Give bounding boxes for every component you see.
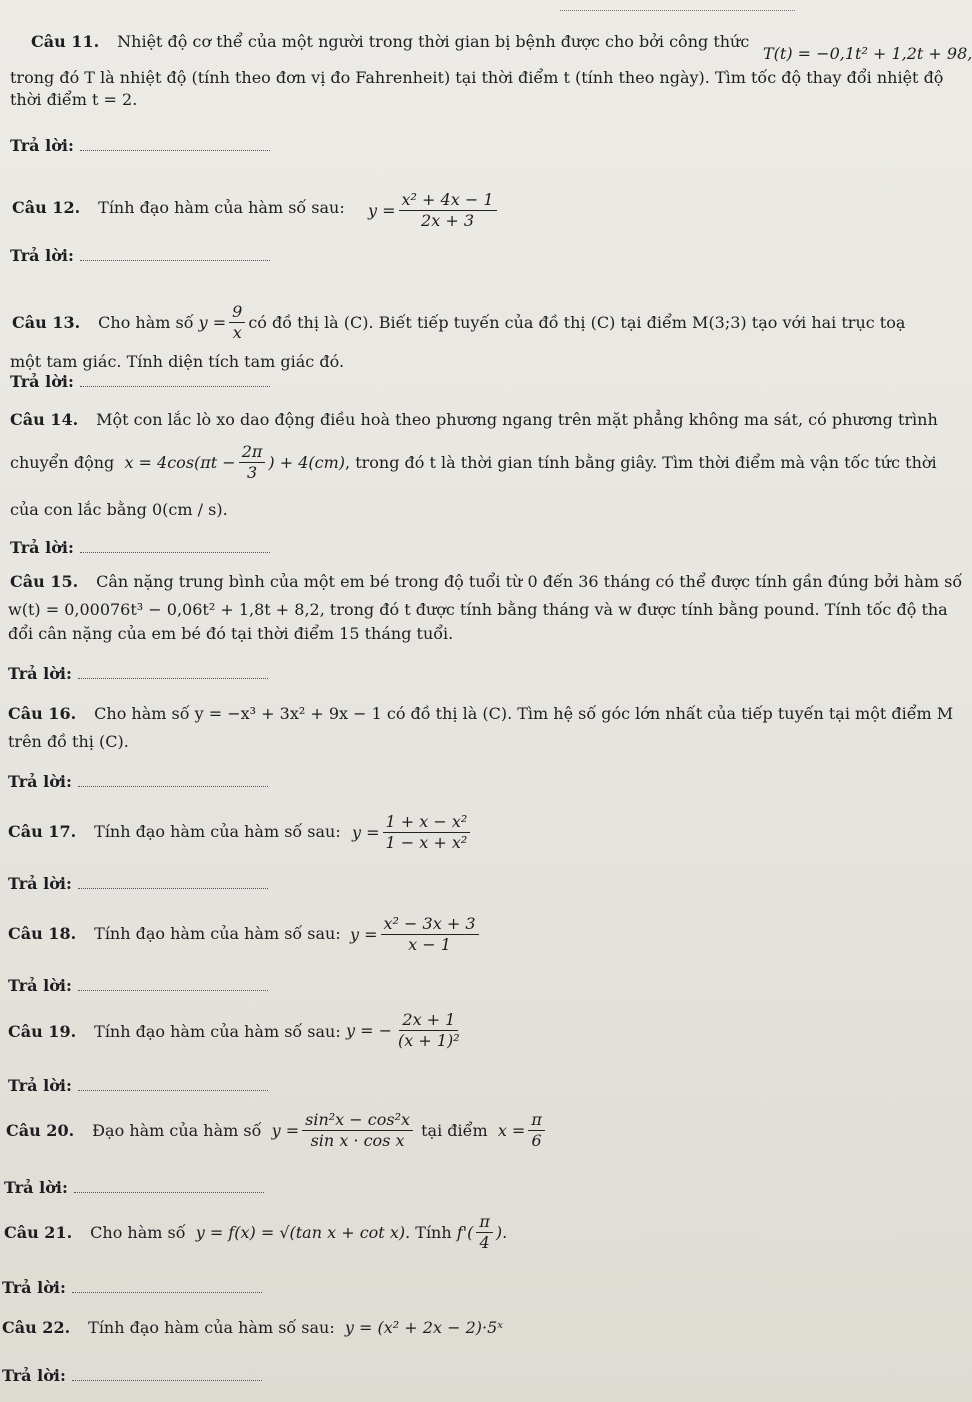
answer-label: Trả lời: (10, 538, 74, 557)
question-number: Câu 16. (8, 704, 77, 723)
question-text: trong đó T là nhiệt độ (tính theo đơn vị đo Fahrenheit) tại thời điểm t (tính theo ngày). Tìm tốc độ thay đổi nhiệt độ (10, 68, 944, 87)
answer-label: Trả lời: (2, 1366, 66, 1385)
formula: T(t) = −0,1t² + 1,2t + 98, (763, 44, 972, 63)
answer-blank[interactable] (80, 538, 270, 553)
question-number: Câu 19. (8, 1022, 77, 1041)
top-dotted-line (560, 10, 795, 11)
answer-blank[interactable] (78, 874, 268, 889)
question-number: Câu 13. (12, 312, 81, 332)
question-text: Nhiệt độ cơ thể của một người trong thời gian bị bệnh được cho bởi công thức (117, 32, 750, 51)
question-text: thời điểm t = 2. (10, 90, 138, 109)
question-text: của con lắc bằng 0(cm / s). (10, 500, 228, 519)
question-text: Một con lắc lò xo dao động điều hoà theo phương ngang trên mặt phẳng không ma sát, có phương trình (96, 410, 938, 429)
formula: y = − $\frac{2x + 1}{\text{(x + 1)²}}$ (346, 1010, 460, 1050)
worksheet-page: Câu 11. Nhiệt độ cơ thể của một người trong thời gian bị bệnh được cho bởi công thức T(t) = −0,1t² + 1,2t + 98, trong đó T là nhiệt độ (tính theo đơn vị đo Fahrenheit) tại thời điểm t (tính theo ngày). Tìm tốc độ thay đổi nhiệt độ thời điểm t = 2. Trả lời: Câu 12. Tính đạo hàm của hàm số sau: y = $\frac{\text{x² + 4x − 1}}{2x + 3}$ Trả lời: Câu 13. Cho hàm số y = $\frac{9}{x}$ có đồ thị là (C). Biết tiếp tuyến của đồ thị (C) tại điểm M(3;3) tạo với hai trục toạ một tam giác. Tính diện tích tam giác đó. Trả lời: Câu 14. Một con lắc lò xo dao động điều hoà theo phương ngang trên mặt phẳng không ma sát, có phương trình chuyển động x = 4cos(πt − $\frac{2\pi}{3}$ ) + 4(cm) , trong đó t là thời gian tính bằng giây. Tìm thời điểm mà vận tốc tức thời của con lắc bằng 0(cm / s). Trả lời: Câu 15. Cân nặng trung bình của một em bé trong độ tuổi từ 0 đến 36 tháng có thể được tính gần đúng bởi hàm số w(t) = 0,00076t³ − 0,06t² + 1,8t + 8,2, trong đó t được tính bằng tháng và w được tính bằng pound. Tính tốc độ tha đổi cân nặng của em bé đó tại thời điểm 15 tháng tuổi. Trả lời: Câu 16. Cho hàm số y = −x³ + 3x² + 9x − 1 có đồ thị là (C). Tìm hệ số góc lớn nhất của tiếp tuyến tại một điểm M trên đồ thị (C). Trả lời: Câu 17. Tính đạo hàm của hàm số sau: y = $\frac{\text{1 + x − x²}}{\text{1 − x + x²}}$ Trả lời: Câu 18. Tính đạo hàm của hàm số sau: y = $\frac{\text{x² − 3x + 3}}{x - 1}$ Trả lời: Câu 19. Tính đạo hàm của hàm số sau: y = − $\frac{2x + 1}{\text{(x + 1)²}}$ Trả lời: Câu 20. Đạo hàm của hàm số y = $\frac{\text{sin²x − cos²x}}{\text{sin x · cos x}}$ tại điểm x = $\frac{\pi}{6}$ Trả lời: Câu 21. Cho hàm số y = f(x) = √(tan x + cot x) . Tính f'( $\frac{\pi}{4}$ ). Trả lời: Câu 22. Tính đạo hàm của hàm số sau: y = (x² + 2x − 2)·5ˣ Trả lời: (0, 0, 972, 1402)
question-text: Cân nặng trung bình của một em bé trong độ tuổi từ 0 đến 36 tháng có thể được tính gần đúng bởi hàm số (96, 572, 963, 591)
answer-label: Trả lời: (10, 246, 74, 265)
question-number: Câu 18. (8, 924, 77, 943)
question-number: Câu 15. (10, 572, 79, 591)
answer-label: Trả lời: (4, 1178, 68, 1197)
answer-label: Trả lời: (2, 1278, 66, 1297)
answer-blank[interactable] (78, 976, 268, 991)
answer-label: Trả lời: (10, 136, 74, 155)
question-text: một tam giác. Tính diện tích tam giác đó. (10, 352, 345, 371)
answer-label: Trả lời: (8, 772, 72, 791)
answer-blank[interactable] (80, 246, 270, 261)
formula: y = (x² + 2x − 2)·5ˣ (344, 1318, 503, 1337)
answer-blank[interactable] (80, 372, 270, 387)
formula: y = $\frac{\text{1 + x − x²}}{\text{1 − x + x²}}$ (352, 812, 473, 853)
question-number: Câu 11. (31, 32, 100, 51)
question-number: Câu 14. (10, 410, 79, 429)
answer-blank[interactable] (80, 136, 270, 151)
question-text: Tính đạo hàm của hàm số sau: (94, 1022, 341, 1041)
question-number: Câu 21. (4, 1222, 73, 1242)
answer-label: Trả lời: (8, 874, 72, 893)
answer-blank[interactable] (72, 1366, 262, 1381)
answer-label: Trả lời: (10, 372, 74, 391)
question-number: Câu 17. (8, 822, 77, 841)
answer-blank[interactable] (78, 1076, 268, 1091)
question-text: Tính đạo hàm của hàm số sau: (98, 198, 345, 217)
answer-blank[interactable] (74, 1178, 264, 1193)
answer-blank[interactable] (78, 664, 268, 679)
question-number: Câu 22. (2, 1318, 71, 1337)
answer-label: Trả lời: (8, 664, 72, 683)
question-text: Tính đạo hàm của hàm số sau: (88, 1318, 335, 1337)
answer-blank[interactable] (78, 772, 268, 787)
question-text: Cho hàm số y = −x³ + 3x² + 9x − 1 có đồ thị là (C). Tìm hệ số góc lớn nhất của tiếp tuyến tại một điểm M (94, 704, 954, 723)
formula: y = $\frac{\text{x² − 3x + 3}}{x - 1}$ (350, 914, 482, 955)
formula: y = $\frac{\text{x² + 4x − 1}}{2x + 3}$ (368, 190, 500, 231)
answer-label: Trả lời: (8, 976, 72, 995)
question-text: Tính đạo hàm của hàm số sau: (94, 822, 341, 841)
question-text: đổi cân nặng của em bé đó tại thời điểm 15 tháng tuổi. (8, 624, 454, 643)
question-number: Câu 12. (12, 198, 81, 217)
question-text: trên đồ thị (C). (8, 732, 129, 751)
answer-blank[interactable] (72, 1278, 262, 1293)
answer-label: Trả lời: (8, 1076, 72, 1095)
question-text: Tính đạo hàm của hàm số sau: (94, 924, 341, 943)
question-number: Câu 20. (6, 1120, 75, 1140)
question-text: w(t) = 0,00076t³ − 0,06t² + 1,8t + 8,2, trong đó t được tính bằng tháng và w được tính bằng pound. Tính tốc độ tha (8, 600, 948, 619)
